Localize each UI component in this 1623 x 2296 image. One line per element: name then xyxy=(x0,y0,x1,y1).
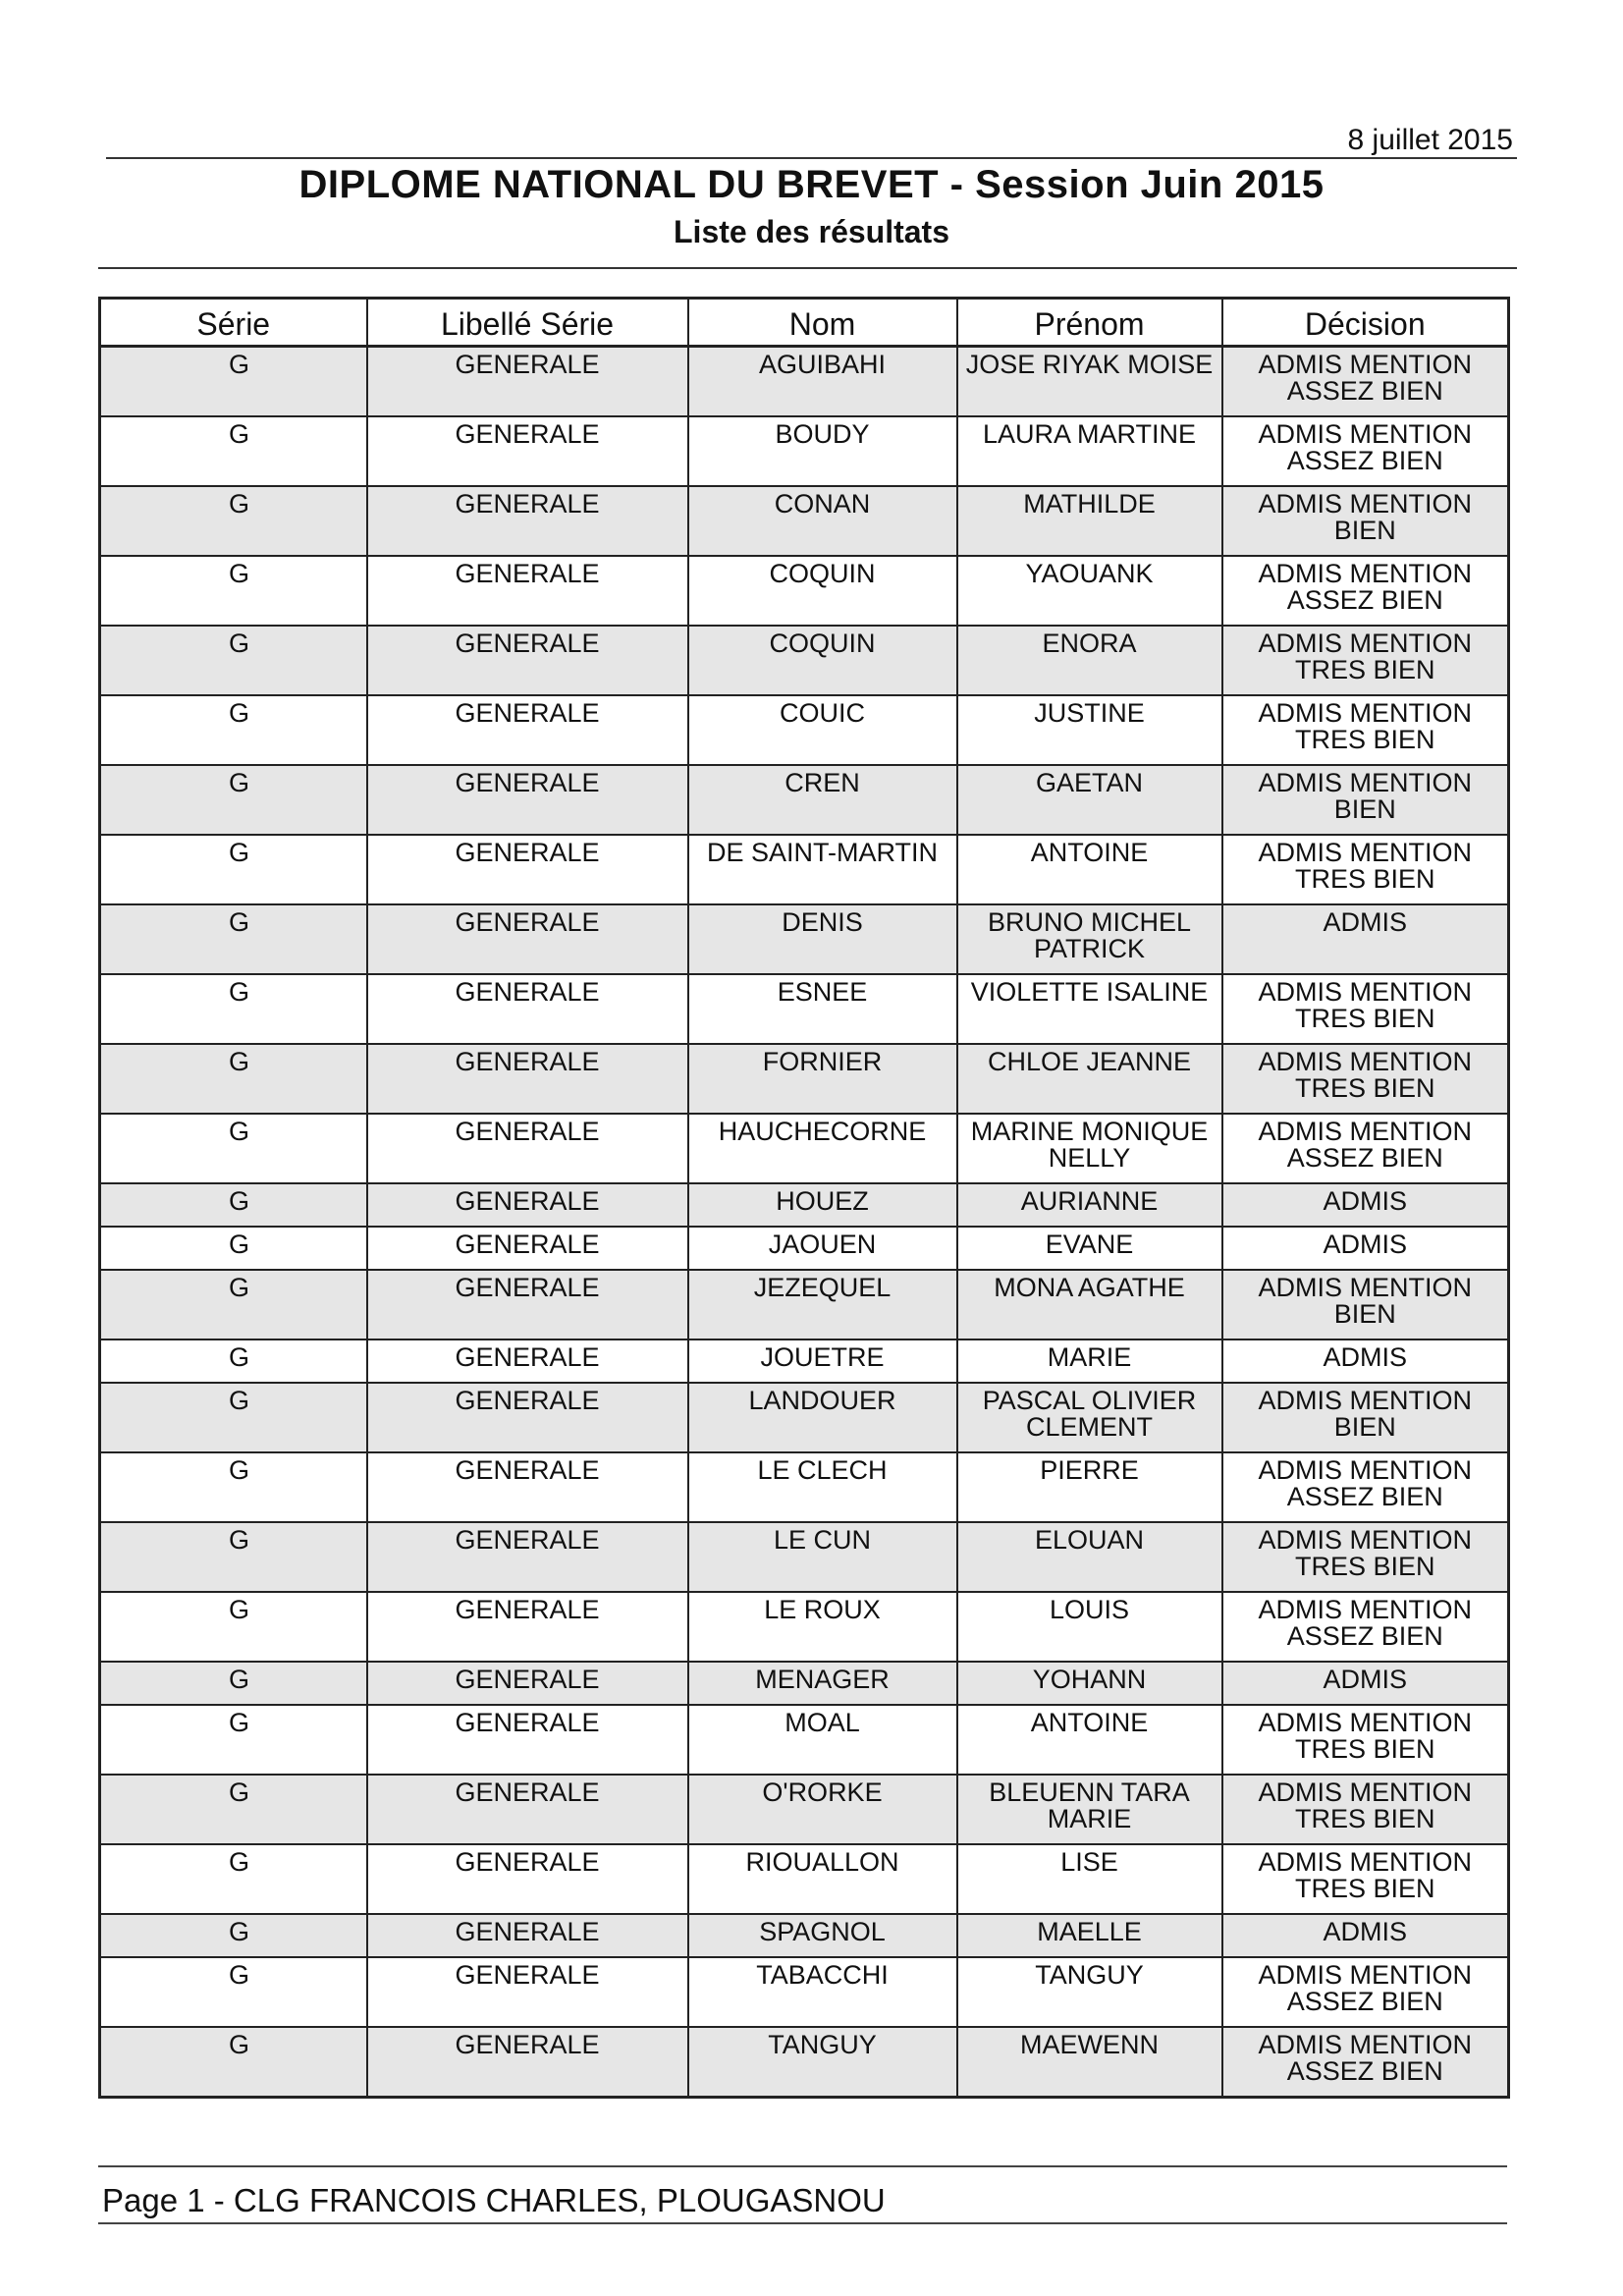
cell-nom: JAOUEN xyxy=(688,1227,957,1270)
cell-libelle-serie: GENERALE xyxy=(367,765,688,835)
cell-serie: G xyxy=(100,765,367,835)
cell-decision: ADMIS MENTION ASSEZ BIEN xyxy=(1222,1114,1509,1183)
cell-nom: FORNIER xyxy=(688,1044,957,1114)
cell-nom: COQUIN xyxy=(688,556,957,626)
table-row xyxy=(100,1592,1509,1662)
cell-libelle-serie: GENERALE xyxy=(367,1592,688,1662)
cell-libelle-serie: GENERALE xyxy=(367,1957,688,2027)
cell-decision: ADMIS MENTION ASSEZ BIEN xyxy=(1222,347,1509,417)
cell-prenom: BLEUENN TARA MARIE xyxy=(957,1775,1222,1844)
cell-prenom: LAURA MARTINE xyxy=(957,416,1222,486)
cell-nom: RIOUALLON xyxy=(688,1844,957,1914)
table-row xyxy=(100,1383,1509,1452)
results-table-container xyxy=(98,297,1507,2099)
cell-nom: LE CUN xyxy=(688,1522,957,1592)
table-row xyxy=(100,835,1509,904)
cell-libelle-serie: GENERALE xyxy=(367,1270,688,1339)
cell-nom: CONAN xyxy=(688,486,957,556)
cell-decision: ADMIS MENTION BIEN xyxy=(1222,765,1509,835)
cell-prenom: LISE xyxy=(957,1844,1222,1914)
header-rule-bottom xyxy=(98,267,1517,269)
cell-libelle-serie: GENERALE xyxy=(367,974,688,1044)
cell-decision: ADMIS MENTION ASSEZ BIEN xyxy=(1222,2027,1509,2098)
cell-serie: G xyxy=(100,626,367,695)
table-row xyxy=(100,1044,1509,1114)
results-table-body xyxy=(100,347,1509,2098)
cell-libelle-serie: GENERALE xyxy=(367,556,688,626)
cell-libelle-serie: GENERALE xyxy=(367,1383,688,1452)
cell-decision: ADMIS MENTION BIEN xyxy=(1222,486,1509,556)
cell-decision: ADMIS xyxy=(1222,1662,1509,1705)
cell-serie: G xyxy=(100,556,367,626)
cell-decision: ADMIS MENTION TRES BIEN xyxy=(1222,1844,1509,1914)
cell-nom: HAUCHECORNE xyxy=(688,1114,957,1183)
cell-prenom: LOUIS xyxy=(957,1592,1222,1662)
cell-serie: G xyxy=(100,1114,367,1183)
cell-prenom: MARINE MONIQUE NELLY xyxy=(957,1114,1222,1183)
table-row xyxy=(100,1914,1509,1957)
cell-prenom: JUSTINE xyxy=(957,695,1222,765)
table-row xyxy=(100,1452,1509,1522)
cell-serie: G xyxy=(100,1662,367,1705)
cell-nom: DENIS xyxy=(688,904,957,974)
cell-decision: ADMIS MENTION TRES BIEN xyxy=(1222,1775,1509,1844)
cell-prenom: PIERRE xyxy=(957,1452,1222,1522)
cell-nom: HOUEZ xyxy=(688,1183,957,1227)
cell-serie: G xyxy=(100,347,367,417)
cell-prenom: TANGUY xyxy=(957,1957,1222,2027)
cell-libelle-serie: GENERALE xyxy=(367,626,688,695)
table-row xyxy=(100,626,1509,695)
cell-nom: TABACCHI xyxy=(688,1957,957,2027)
page-footer: Page 1 - CLG FRANCOIS CHARLES, PLOUGASNOU xyxy=(102,2182,886,2218)
cell-nom: LE CLECH xyxy=(688,1452,957,1522)
cell-libelle-serie: GENERALE xyxy=(367,1227,688,1270)
cell-libelle-serie: GENERALE xyxy=(367,835,688,904)
cell-prenom: YOHANN xyxy=(957,1662,1222,1705)
cell-serie: G xyxy=(100,1775,367,1844)
cell-nom: JEZEQUEL xyxy=(688,1270,957,1339)
cell-serie: G xyxy=(100,2027,367,2098)
cell-serie: G xyxy=(100,1705,367,1775)
cell-prenom: MAEWENN xyxy=(957,2027,1222,2098)
cell-libelle-serie: GENERALE xyxy=(367,1114,688,1183)
column-header-prenom: Prénom xyxy=(957,299,1222,347)
cell-decision: ADMIS MENTION BIEN xyxy=(1222,1270,1509,1339)
cell-serie: G xyxy=(100,1452,367,1522)
cell-nom: O'RORKE xyxy=(688,1775,957,1844)
table-row xyxy=(100,1957,1509,2027)
cell-libelle-serie: GENERALE xyxy=(367,904,688,974)
header-rule-top xyxy=(106,157,1517,159)
cell-libelle-serie: GENERALE xyxy=(367,486,688,556)
cell-prenom: ENORA xyxy=(957,626,1222,695)
cell-prenom: EVANE xyxy=(957,1227,1222,1270)
cell-decision: ADMIS MENTION TRES BIEN xyxy=(1222,1705,1509,1775)
cell-libelle-serie: GENERALE xyxy=(367,695,688,765)
column-header-decision: Décision xyxy=(1222,299,1509,347)
cell-decision: ADMIS MENTION ASSEZ BIEN xyxy=(1222,1957,1509,2027)
cell-serie: G xyxy=(100,1044,367,1114)
table-row xyxy=(100,1775,1509,1844)
cell-decision: ADMIS xyxy=(1222,904,1509,974)
cell-decision: ADMIS MENTION BIEN xyxy=(1222,1383,1509,1452)
cell-prenom: MAELLE xyxy=(957,1914,1222,1957)
cell-decision: ADMIS xyxy=(1222,1914,1509,1957)
footer-rule-bottom xyxy=(98,2222,1507,2224)
cell-decision: ADMIS MENTION TRES BIEN xyxy=(1222,1044,1509,1114)
cell-serie: G xyxy=(100,1957,367,2027)
cell-nom: MENAGER xyxy=(688,1662,957,1705)
cell-nom: SPAGNOL xyxy=(688,1914,957,1957)
document-subtitle: Liste des résultats xyxy=(674,214,949,249)
table-row xyxy=(100,2027,1509,2098)
cell-libelle-serie: GENERALE xyxy=(367,1914,688,1957)
table-row xyxy=(100,1844,1509,1914)
cell-serie: G xyxy=(100,1227,367,1270)
cell-serie: G xyxy=(100,695,367,765)
cell-decision: ADMIS MENTION TRES BIEN xyxy=(1222,974,1509,1044)
cell-prenom: PASCAL OLIVIER CLEMENT xyxy=(957,1383,1222,1452)
cell-nom: JOUETRE xyxy=(688,1339,957,1383)
table-row xyxy=(100,347,1509,417)
table-row xyxy=(100,1705,1509,1775)
table-row xyxy=(100,1339,1509,1383)
cell-decision: ADMIS MENTION ASSEZ BIEN xyxy=(1222,556,1509,626)
cell-serie: G xyxy=(100,416,367,486)
table-row xyxy=(100,765,1509,835)
table-row xyxy=(100,1227,1509,1270)
cell-serie: G xyxy=(100,1270,367,1339)
cell-serie: G xyxy=(100,1592,367,1662)
table-row xyxy=(100,1522,1509,1592)
cell-decision: ADMIS MENTION TRES BIEN xyxy=(1222,835,1509,904)
print-date: 8 juillet 2015 xyxy=(1347,124,1513,156)
cell-nom: DE SAINT-MARTIN xyxy=(688,835,957,904)
cell-libelle-serie: GENERALE xyxy=(367,2027,688,2098)
table-row xyxy=(100,1114,1509,1183)
cell-prenom: CHLOE JEANNE xyxy=(957,1044,1222,1114)
cell-decision: ADMIS xyxy=(1222,1183,1509,1227)
cell-nom: CREN xyxy=(688,765,957,835)
cell-decision: ADMIS xyxy=(1222,1339,1509,1383)
table-row xyxy=(100,904,1509,974)
table-row xyxy=(100,486,1509,556)
cell-decision: ADMIS MENTION TRES BIEN xyxy=(1222,695,1509,765)
column-header-libelle-serie: Libellé Série xyxy=(367,299,688,347)
cell-nom: TANGUY xyxy=(688,2027,957,2098)
cell-libelle-serie: GENERALE xyxy=(367,1662,688,1705)
cell-libelle-serie: GENERALE xyxy=(367,1775,688,1844)
cell-decision: ADMIS xyxy=(1222,1227,1509,1270)
cell-nom: AGUIBAHI xyxy=(688,347,957,417)
table-row xyxy=(100,695,1509,765)
cell-serie: G xyxy=(100,1522,367,1592)
cell-serie: G xyxy=(100,1914,367,1957)
table-header-row xyxy=(100,299,1509,347)
footer-rule-top xyxy=(98,2165,1507,2167)
cell-prenom: MONA AGATHE xyxy=(957,1270,1222,1339)
table-row xyxy=(100,556,1509,626)
cell-libelle-serie: GENERALE xyxy=(367,1522,688,1592)
table-row xyxy=(100,1270,1509,1339)
cell-libelle-serie: GENERALE xyxy=(367,1339,688,1383)
cell-nom: LE ROUX xyxy=(688,1592,957,1662)
cell-decision: ADMIS MENTION ASSEZ BIEN xyxy=(1222,416,1509,486)
cell-prenom: JOSE RIYAK MOISE xyxy=(957,347,1222,417)
cell-prenom: AURIANNE xyxy=(957,1183,1222,1227)
cell-prenom: GAETAN xyxy=(957,765,1222,835)
cell-libelle-serie: GENERALE xyxy=(367,1183,688,1227)
cell-libelle-serie: GENERALE xyxy=(367,347,688,417)
cell-prenom: BRUNO MICHEL PATRICK xyxy=(957,904,1222,974)
cell-prenom: ANTOINE xyxy=(957,1705,1222,1775)
cell-nom: ESNEE xyxy=(688,974,957,1044)
cell-libelle-serie: GENERALE xyxy=(367,416,688,486)
document-title: DIPLOME NATIONAL DU BREVET - Session Juin 2015 xyxy=(298,163,1325,206)
cell-serie: G xyxy=(100,904,367,974)
cell-serie: G xyxy=(100,1183,367,1227)
cell-nom: MOAL xyxy=(688,1705,957,1775)
table-row xyxy=(100,416,1509,486)
cell-serie: G xyxy=(100,974,367,1044)
cell-serie: G xyxy=(100,1383,367,1452)
table-row xyxy=(100,974,1509,1044)
cell-serie: G xyxy=(100,1339,367,1383)
cell-decision: ADMIS MENTION TRES BIEN xyxy=(1222,1522,1509,1592)
cell-serie: G xyxy=(100,486,367,556)
column-header-nom: Nom xyxy=(688,299,957,347)
column-header-serie: Série xyxy=(100,299,367,347)
cell-prenom: ELOUAN xyxy=(957,1522,1222,1592)
cell-libelle-serie: GENERALE xyxy=(367,1452,688,1522)
table-row xyxy=(100,1183,1509,1227)
cell-decision: ADMIS MENTION TRES BIEN xyxy=(1222,626,1509,695)
cell-nom: COUIC xyxy=(688,695,957,765)
cell-prenom: VIOLETTE ISALINE xyxy=(957,974,1222,1044)
cell-prenom: YAOUANK xyxy=(957,556,1222,626)
table-row xyxy=(100,1662,1509,1705)
results-table xyxy=(98,297,1510,2099)
cell-serie: G xyxy=(100,1844,367,1914)
cell-nom: BOUDY xyxy=(688,416,957,486)
cell-serie: G xyxy=(100,835,367,904)
cell-nom: LANDOUER xyxy=(688,1383,957,1452)
cell-prenom: ANTOINE xyxy=(957,835,1222,904)
cell-libelle-serie: GENERALE xyxy=(367,1044,688,1114)
cell-prenom: MARIE xyxy=(957,1339,1222,1383)
cell-decision: ADMIS MENTION ASSEZ BIEN xyxy=(1222,1452,1509,1522)
cell-libelle-serie: GENERALE xyxy=(367,1705,688,1775)
cell-nom: COQUIN xyxy=(688,626,957,695)
cell-prenom: MATHILDE xyxy=(957,486,1222,556)
cell-libelle-serie: GENERALE xyxy=(367,1844,688,1914)
cell-decision: ADMIS MENTION ASSEZ BIEN xyxy=(1222,1592,1509,1662)
